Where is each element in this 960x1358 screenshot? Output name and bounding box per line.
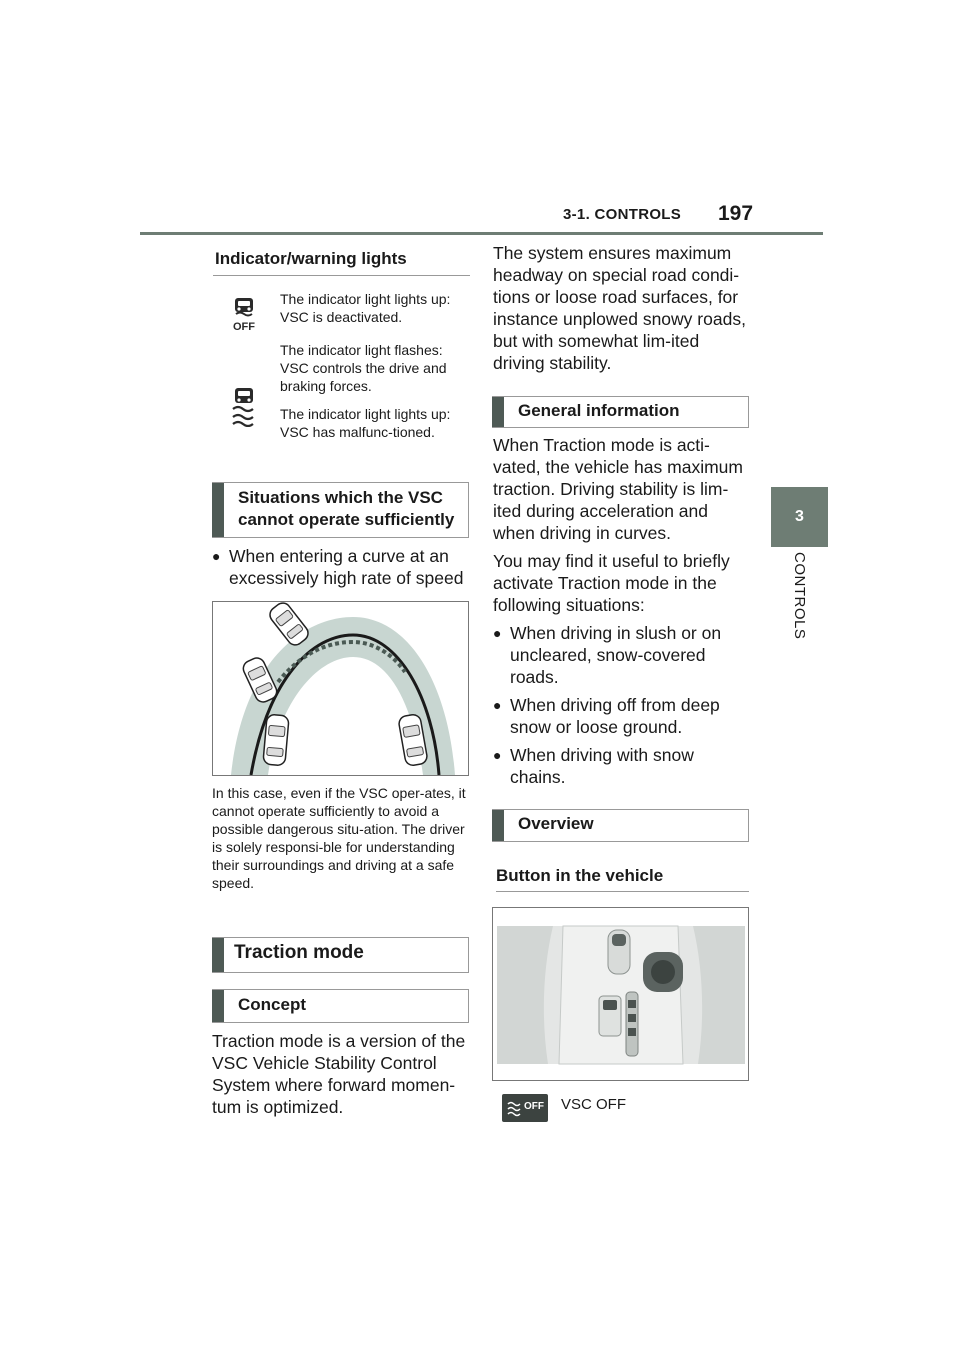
- svg-text:OFF: OFF: [233, 321, 255, 331]
- indicator1-text: The indicator light lights up: VSC is deactivated.: [280, 291, 451, 325]
- heading-button-in-vehicle: Button in the vehicle: [496, 865, 749, 892]
- indicator2-text-b: The indicator light lights up: VSC has malfunc-tioned.: [280, 406, 451, 440]
- center-console-photo: [492, 907, 749, 1081]
- page-number: 197: [718, 202, 754, 225]
- chapter-label: CONTROLS: [791, 552, 808, 640]
- useful-bullet-1: ● When driving in slush or on uncleared, snow-covered roads.: [493, 623, 722, 687]
- indicator2-text-a: The indicator light flashes: VSC controls the drive and braking forces.: [280, 342, 447, 394]
- vsc-skid-warning-icon: [227, 387, 261, 427]
- vsc-off-label: VSC OFF: [561, 1096, 627, 1113]
- concept-text: Traction mode is a version of the VSC Vehicle Stability Control System where forward momen-tum is optimized.: [212, 1031, 466, 1117]
- heading-concept: Concept: [212, 989, 469, 1023]
- heading-traction-mode: Traction mode: [212, 937, 469, 973]
- general-text: When Traction mode is acti-vated, the vehicle has maximum traction. Driving stability is lim-ited during acceleration and when driving in curves.: [493, 435, 743, 543]
- heading-general-information: General information: [492, 396, 749, 428]
- chapter-tab: 3: [771, 487, 828, 547]
- section-title: 3-1. CONTROLS: [563, 206, 682, 223]
- header-rule: [140, 232, 823, 235]
- vsc-off-warning-icon: [227, 297, 261, 331]
- heading-indicator-lights: Indicator/warning lights: [213, 248, 470, 276]
- useful-bullet-3: ● When driving with snow chains.: [493, 745, 694, 787]
- useful-text: You may find it useful to briefly activate Traction mode in the following situations:: [493, 551, 730, 615]
- curve-illustration: [212, 601, 469, 776]
- heading-overview: Overview: [492, 809, 749, 842]
- system-text: The system ensures maximum headway on special road condi-tions or loose road surfaces, for instance unplowed snowy roads, but with somewhat lim-ited driving stability.: [493, 243, 746, 373]
- curve-caption: In this case, even if the VSC oper-ates, it cannot operate sufficiently to avoid a possible dangerous situ-ation. The driver is solely responsi-ble for understanding their surroundings and driving at a safe speed.: [212, 785, 466, 891]
- useful-bullet-2: ● When driving off from deep snow or loose ground.: [493, 695, 720, 737]
- situation-bullet: ● When entering a curve at an excessively high rate of speed: [212, 546, 464, 588]
- vsc-off-button-icon: OFF: [502, 1094, 548, 1122]
- heading-situations: Situations which the VSC cannot operate sufficiently: [212, 482, 469, 538]
